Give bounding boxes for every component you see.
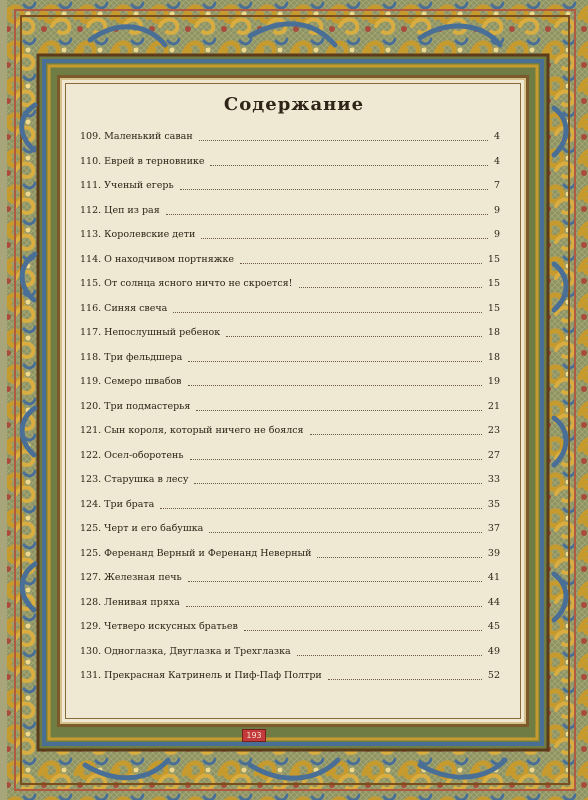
- toc-leader: [160, 508, 482, 509]
- toc-page-number: 52: [487, 670, 500, 681]
- toc-entry-title: 113. Королевские дети: [80, 229, 196, 240]
- toc-entry-title: 120. Три подмастерья: [80, 400, 191, 412]
- toc-leader: [244, 630, 482, 631]
- toc-item: [80, 376, 510, 392]
- toc-item: [80, 352, 510, 368]
- toc-entry-title: 111. Ученый егерь: [80, 180, 174, 191]
- toc-page-number: 18: [487, 327, 500, 338]
- toc-leader: [188, 385, 482, 386]
- toc-page-number: 27: [487, 449, 500, 461]
- toc-leader: [209, 532, 482, 533]
- toc-leader: [310, 434, 482, 435]
- toc-item: [80, 523, 510, 539]
- toc-leader: [201, 238, 488, 239]
- toc-entry-title: 129. Четверо искусных братьев: [80, 621, 238, 632]
- toc-leader: [210, 165, 488, 166]
- toc-item: [80, 572, 510, 588]
- toc-entry-title: 124. Три брата: [80, 498, 155, 510]
- toc-entry-title: 109. Маленький саван: [80, 131, 193, 142]
- toc-leader: [166, 214, 488, 215]
- toc-page-number: 49: [487, 645, 500, 657]
- toc-item: [80, 474, 510, 490]
- toc-page-number: 44: [487, 596, 500, 608]
- toc-page-number: 15: [487, 302, 500, 314]
- toc-leader: [196, 410, 482, 411]
- toc-page-number: 39: [487, 547, 500, 559]
- toc-entry-title: 127. Железная печь: [80, 572, 182, 583]
- toc-entry-title: 110. Еврей в терновнике: [80, 155, 205, 167]
- toc-item: [80, 450, 510, 466]
- toc-entry-title: 131. Прекрасная Катринель и Пиф-Паф Полтри: [80, 670, 322, 681]
- toc-entry-title: 117. Непослушный ребенок: [80, 327, 221, 338]
- toc-item: [80, 327, 510, 343]
- toc-leader: [226, 336, 482, 337]
- toc-leader: [188, 361, 482, 362]
- toc-entry-title: 118. Три фельдшера: [80, 351, 183, 363]
- toc-item: [80, 548, 510, 564]
- toc-page-number: 37: [487, 523, 500, 534]
- toc-item: [80, 278, 510, 294]
- toc-page-number: 9: [493, 229, 500, 240]
- toc-entry-title: 116. Синяя свеча: [80, 302, 168, 314]
- toc-page-number: 15: [487, 278, 500, 289]
- toc-leader: [240, 263, 482, 264]
- toc-entry-title: 125. Черт и его бабушка: [80, 523, 204, 534]
- toc-leader: [297, 655, 482, 656]
- toc-item: [80, 499, 510, 515]
- toc-item: [80, 229, 510, 245]
- toc-entry-title: 114. О находчивом портняжке: [80, 253, 235, 265]
- toc-page-number: 18: [487, 351, 500, 363]
- toc-page-number: 7: [493, 180, 500, 191]
- toc-item: [80, 180, 510, 196]
- toc-leader: [188, 581, 482, 582]
- toc-leader: [317, 557, 482, 558]
- toc-leader: [190, 459, 482, 460]
- toc-entry-title: 128. Ленивая пряха: [80, 596, 180, 608]
- toc-page-number: 19: [487, 376, 500, 387]
- toc-leader: [299, 287, 482, 288]
- toc-item: [80, 670, 510, 686]
- toc-page-number: 4: [493, 131, 500, 142]
- toc-leader: [194, 483, 482, 484]
- toc-page-number: 15: [487, 253, 500, 265]
- toc-entry-title: 115. От солнца ясного ничто не скроется!: [80, 278, 293, 289]
- toc-page-number: 21: [487, 400, 500, 412]
- toc-page-number: 45: [487, 621, 500, 632]
- toc-item: [80, 621, 510, 637]
- toc-page-number: 9: [493, 204, 500, 216]
- toc-item: [80, 205, 510, 221]
- toc-leader: [173, 312, 482, 313]
- toc-entry-title: 123. Старушка в лесу: [80, 474, 189, 485]
- toc-entry-title: 130. Одноглазка, Двуглазка и Трехглазка: [80, 645, 291, 657]
- toc-page-number: 41: [487, 572, 500, 583]
- toc-page-number: 33: [487, 474, 500, 485]
- toc-entry-title: 122. Осел-оборотень: [80, 449, 184, 461]
- toc-page-number: 35: [487, 498, 500, 510]
- toc-entry-title: 121. Сын короля, который ничего не боялся: [80, 425, 304, 436]
- toc-item: [80, 646, 510, 662]
- toc-entry-title: 125. Ференанд Верный и Ференанд Неверный: [80, 547, 312, 559]
- toc-entry-title: 112. Цеп из рая: [80, 204, 160, 216]
- toc-leader: [186, 606, 482, 607]
- toc-item: [80, 303, 510, 319]
- toc-item: [80, 401, 510, 417]
- toc-item: [80, 425, 510, 441]
- toc-item: [80, 254, 510, 270]
- toc-leader: [328, 679, 482, 680]
- toc-leader: [199, 140, 488, 141]
- toc-leader: [180, 189, 488, 190]
- toc-item: [80, 597, 510, 613]
- toc-item: [80, 156, 510, 172]
- toc-page-number: 4: [493, 155, 500, 167]
- toc-item: [80, 131, 510, 147]
- contents-title: Содержание: [223, 94, 365, 115]
- toc-page-number: 23: [487, 425, 500, 436]
- toc-entry-title: 119. Семеро швабов: [80, 376, 182, 387]
- page-number: 193: [242, 729, 266, 742]
